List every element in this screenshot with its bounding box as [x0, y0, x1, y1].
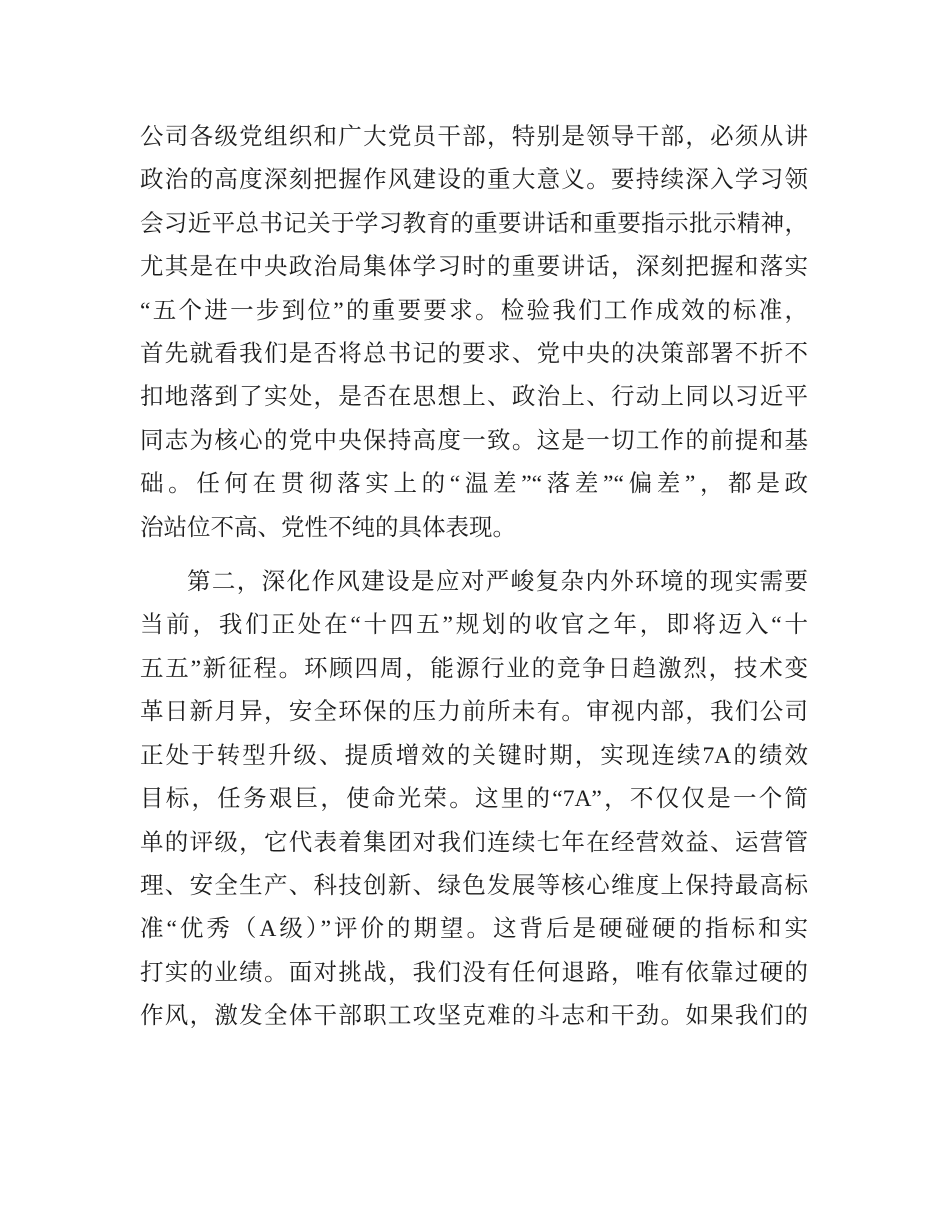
text-line: 公司各级党组织和广大党员干部，特别是领导干部，必须从讲: [140, 124, 808, 150]
text-line: 打实的业绩。面对挑战，我们没有任何退路，唯有依靠过硬的: [140, 959, 808, 986]
text-line: 作风，激发全体干部职工攻坚克难的斗志和干劲。如果我们的: [140, 1003, 808, 1030]
text-line: 尤其是在中央政治局集体学习时的重要讲话，深刻把握和落实: [140, 254, 808, 281]
text-line: 同志为核心的党中央保持高度一致。这是一切工作的前提和基: [140, 427, 808, 454]
paragraph-1: [140, 116, 808, 550]
text-line: 首先就看我们是否将总书记的要求、党中央的决策部署不折不: [140, 341, 808, 368]
text-line: 理、安全生产、科技创新、绿色发展等核心维度上保持最高标: [140, 872, 808, 899]
paragraph-2: [140, 561, 808, 1038]
text-line: 础。任何在贯彻落实上的“温差”“落差”“偏差”，都是政: [140, 471, 808, 498]
text-line: 当前，我们正处在“十四五”规划的收官之年，即将迈入“十: [140, 612, 808, 639]
text-line: 治站位不高、党性不纯的具体表现。: [140, 514, 516, 541]
text-line: 单的评级，它代表着集团对我们连续七年在经营效益、运营管: [140, 829, 808, 856]
text-line: 准“优秀（A级）”评价的期望。这背后是硬碰硬的指标和实: [140, 916, 808, 943]
text-line: 革日新月异，安全环保的压力前所未有。审视内部，我们公司: [140, 699, 808, 726]
document-body: [140, 116, 808, 1039]
text-line: 会习近平总书记关于学习教育的重要讲话和重要指示批示精神，: [140, 210, 808, 237]
text-line: 政治的高度深刻把握作风建设的重大意义。要持续深入学习领: [140, 167, 808, 194]
text-line: 五五”新征程。环顾四周，能源行业的竞争日趋激烈，技术变: [140, 655, 808, 682]
text-line: 目标，任务艰巨，使命光荣。这里的“7A”，不仅仅是一个简: [140, 786, 808, 813]
text-line: “五个进一步到位”的重要要求。检验我们工作成效的标准，: [140, 297, 808, 324]
text-line: 正处于转型升级、提质增效的关键时期，实现连续7A的绩效: [140, 742, 808, 769]
text-line: 扣地落到了实处，是否在思想上、政治上、行动上同以习近平: [140, 384, 808, 411]
text-line: 第二，深化作风建设是应对严峻复杂内外环境的现实需要: [187, 569, 808, 596]
